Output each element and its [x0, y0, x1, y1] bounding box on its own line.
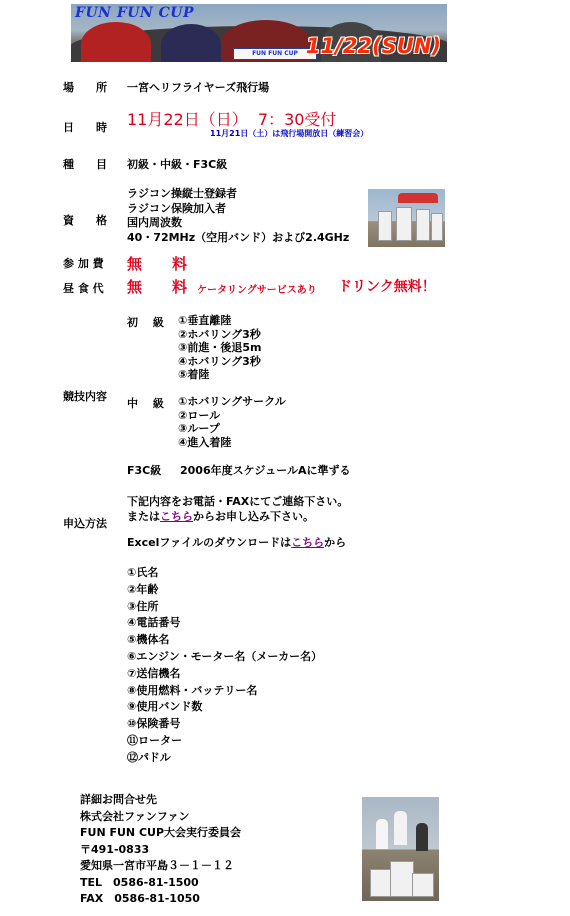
apply-item: ④電話番号 [127, 616, 181, 630]
beginner-item: ⑤着陸 [178, 368, 210, 381]
apply-label: 申込方法 [63, 517, 107, 530]
apply-line2-suffix: からお申し込み下さい。 [193, 510, 314, 523]
apply-line1: 下記内容をお電話・FAXにてご連絡下さい。 [127, 495, 349, 508]
beginner-item: ②ホバリング3秒 [178, 327, 261, 341]
contact-committee: FUN FUN CUP大会実行委員会 [80, 826, 242, 839]
contact-postal: 〒491-0833 [80, 842, 150, 856]
excel-download-link[interactable]: こちら [291, 536, 325, 549]
qualification-item: ラジコン保険加入者 [127, 201, 226, 215]
fee-value: 無 料 [127, 255, 188, 273]
contact-company: 株式会社ファンファン [80, 809, 190, 823]
contact-block [80, 792, 241, 908]
beginner-item: ①垂直離陸 [178, 314, 232, 327]
middle-list [178, 395, 286, 449]
qualification-item: ラジコン操縦士登録者 [127, 187, 237, 200]
datetime-main: 11月22日（日） 7：30受付 [127, 110, 337, 129]
apply-item: ⑥エンジン・モーター名（メーカー名） [127, 649, 323, 663]
middle-item: ④進入着陸 [178, 435, 232, 449]
contact-tel: TEL 0586-81-1500 [80, 875, 199, 889]
f3c-label: F3C級 [127, 464, 162, 477]
beginner-list [178, 314, 261, 382]
excel-line [127, 534, 346, 550]
qualification-label: 資 格 [63, 214, 107, 227]
lunch-value: 無 料 [127, 278, 188, 296]
apply-form-link[interactable]: こちら [160, 510, 193, 523]
apply-items-list [127, 565, 322, 767]
apply-item: ⑩保険番号 [127, 717, 181, 731]
excel-prefix: Excelファイルのダウンロードは [127, 536, 292, 549]
lunch-label: 昼 食 代 [63, 282, 104, 295]
contact-address: 愛知県一宮市平島３－１－１２ [80, 859, 234, 872]
venue-label: 場 所 [63, 81, 107, 94]
banner-date: 11/22(SUN) [305, 34, 441, 58]
datetime-label: 日 時 [63, 121, 107, 134]
excel-suffix: から [324, 536, 347, 549]
qualification-item: 国内周波数 [127, 216, 182, 229]
contact-heading: 詳細お問合せ先 [80, 793, 157, 806]
banner-photo [71, 4, 447, 62]
category-label: 種 目 [63, 158, 107, 171]
apply-item: ⑧使用燃料・バッテリー名 [127, 683, 258, 697]
apply-line2-prefix: または [127, 510, 160, 523]
f3c-rule: 2006年度スケジュールAに準ずる [180, 464, 351, 477]
beginner-item: ③前進・後退5m [178, 341, 262, 354]
apply-item: ③住所 [127, 599, 159, 613]
middle-item: ②ロール [178, 408, 221, 422]
middle-item: ①ホバリングサークル [178, 395, 286, 408]
contact-fax: FAX 0586-81-1050 [80, 892, 200, 905]
beginner-label: 初 級 [127, 316, 164, 329]
fee-label: 参 加 費 [63, 257, 104, 270]
apply-item: ②年齢 [127, 582, 159, 596]
apply-item: ⑦送信機名 [127, 666, 181, 680]
apply-item: ⑪ローター [127, 733, 182, 747]
middle-item: ③ループ [178, 422, 220, 435]
datetime-sub: 11月21日（土）は飛行場開放日（練習会） [210, 129, 369, 138]
banner-title: FUN FUN CUP [75, 5, 195, 21]
drink-note: ドリンク無料！ [338, 279, 436, 295]
apply-item: ①氏名 [127, 566, 159, 579]
apply-item: ⑫パドル [127, 750, 171, 764]
trophies-photo [368, 189, 445, 247]
events-label: 競技内容 [63, 390, 107, 403]
banner-sign: FUN FUN CUP [233, 48, 317, 60]
beginner-item: ④ホバリング3秒 [178, 354, 261, 368]
qualification-list [127, 187, 349, 245]
category-value: 初級・中級・F3C級 [127, 158, 228, 171]
podium-photo [362, 797, 439, 901]
apply-item: ⑤機体名 [127, 633, 170, 647]
venue-value: 一宮ヘリフライヤーズ飛行場 [127, 81, 270, 94]
qualification-item: 40・72MHz（空用バンド）および2.4GHz [127, 230, 350, 244]
middle-label: 中 級 [127, 397, 164, 410]
apply-item: ⑨使用バンド数 [127, 700, 203, 714]
apply-line2 [127, 508, 314, 524]
catering-note: ケータリングサービスあり [197, 285, 317, 296]
